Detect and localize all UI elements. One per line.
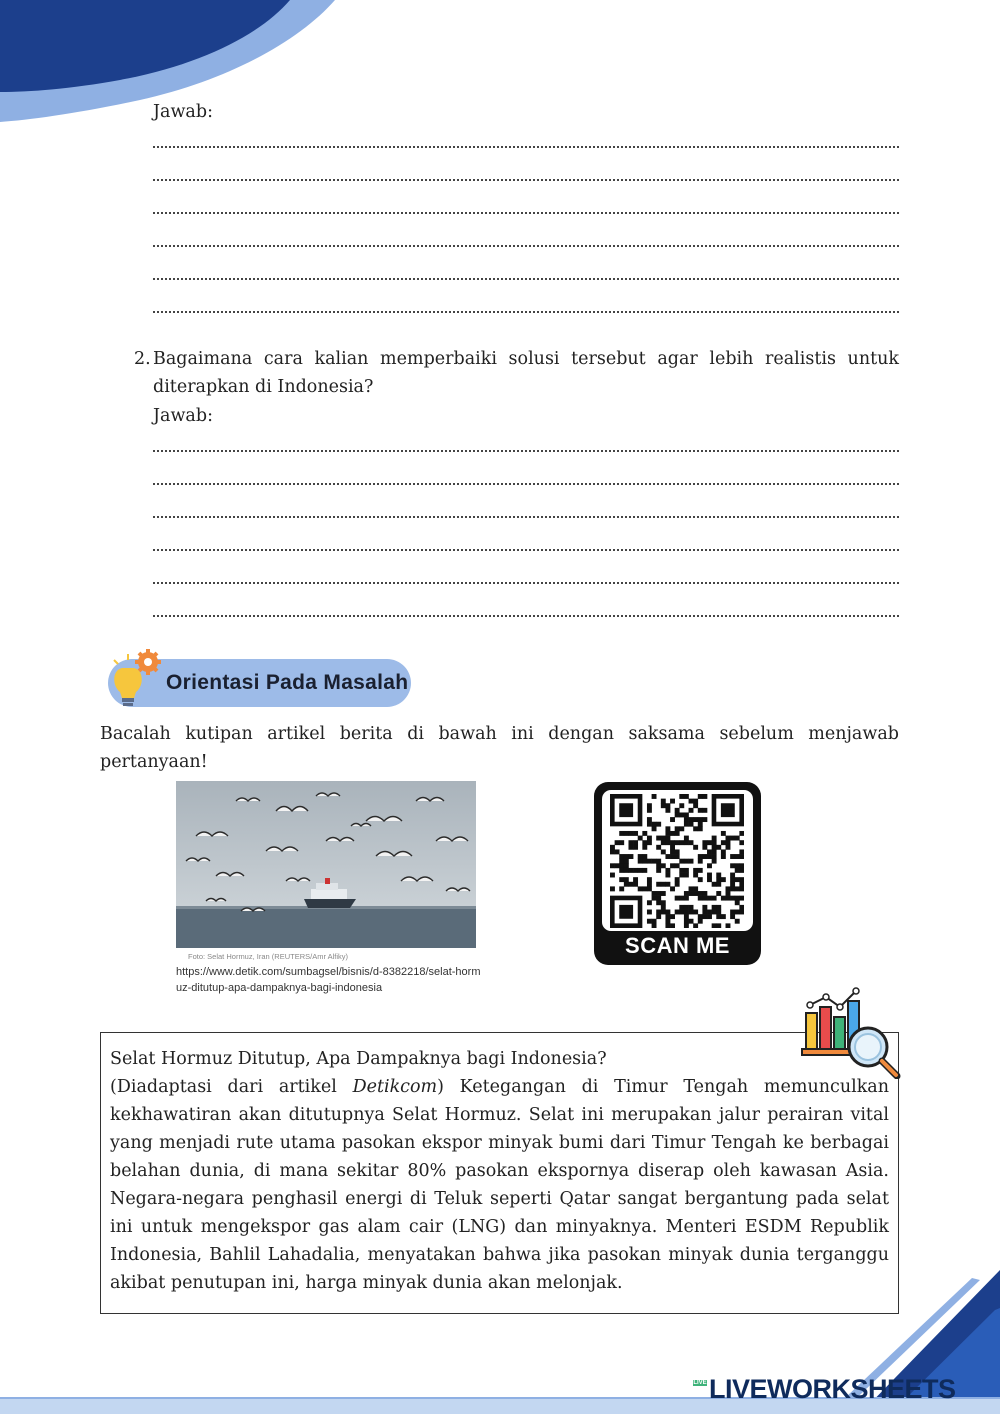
- question-number-2: 2.: [134, 349, 151, 369]
- answer-line[interactable]: [153, 146, 899, 148]
- answer-line[interactable]: [153, 582, 899, 584]
- answer-line[interactable]: [153, 549, 899, 551]
- instruction-text: Bacalah kutipan artikel berita di bawah ini dengan saksama sebelum menjawab pertanyaan!: [100, 724, 899, 772]
- answer-line[interactable]: [153, 615, 899, 617]
- answer-line[interactable]: [153, 311, 899, 313]
- question-text-2: Bagaimana cara kalian memperbaiki solusi tersebut agar lebih realistis untuk diterapkan di Indonesia?: [153, 349, 899, 397]
- qr-code-card[interactable]: [594, 782, 761, 965]
- article-intro: (Diadaptasi dari artikel: [110, 1077, 353, 1097]
- section-title: Orientasi Pada Masalah: [166, 671, 409, 694]
- logo-text: LIVEWORKSHEETS: [709, 1374, 956, 1404]
- answer-line[interactable]: [153, 516, 899, 518]
- qr-code-icon: [610, 794, 744, 928]
- chart-magnifier-icon: [800, 985, 902, 1079]
- article-url[interactable]: https://www.detik.com/sumbagsel/bisnis/d-8382218/selat-hormuz-ditutup-apa-dampaknya-bagi-indonesia: [176, 966, 481, 994]
- article-text: ) Ketegangan di Timur Tengah memunculkan kekhawatiran akan ditutupnya Selat Hormuz. Selat ini merupakan jalur perairan vital yang menjadi rute utama pasokan ekspor minyak bumi dari Timur Tengah ke berbagai belahan dunia, di mana sekitar 80% pasokan ekspornya diserap oleh kawasan Asia. Negara-negara penghasil energi di Teluk seperti Qatar sangat bergantung pada selat ini untuk mengekspor gas alam cair (LNG) dan minyaknya. Menteri ESDM Republik Indonesia, Bahlil Lahadalia, menyatakan bahwa jika pasokan minyak dunia terganggu akibat penutupan ini, harga minyak dunia akan melonjak.: [110, 1077, 889, 1293]
- photo-caption: Foto: Selat Hormuz, Iran (REUTERS/Amr Alfiky): [188, 952, 349, 961]
- answer-line[interactable]: [153, 179, 899, 181]
- answer-label-2: Jawab:: [153, 406, 213, 426]
- scan-me-label: SCAN ME: [625, 933, 730, 958]
- lightbulb-gear-icon: [110, 648, 166, 710]
- article-body: [110, 1073, 889, 1297]
- answer-line[interactable]: [153, 483, 899, 485]
- answer-line[interactable]: [153, 450, 899, 452]
- logo-live-badge: LIVE: [693, 1380, 707, 1386]
- answer-label-1: Jawab:: [153, 102, 213, 122]
- article-title: Selat Hormuz Ditutup, Apa Dampaknya bagi Indonesia?: [110, 1049, 607, 1069]
- answer-line[interactable]: [153, 212, 899, 214]
- news-photo: [176, 781, 476, 948]
- article-source: Detikcom: [352, 1077, 438, 1097]
- answer-line[interactable]: [153, 245, 899, 247]
- answer-line[interactable]: [153, 278, 899, 280]
